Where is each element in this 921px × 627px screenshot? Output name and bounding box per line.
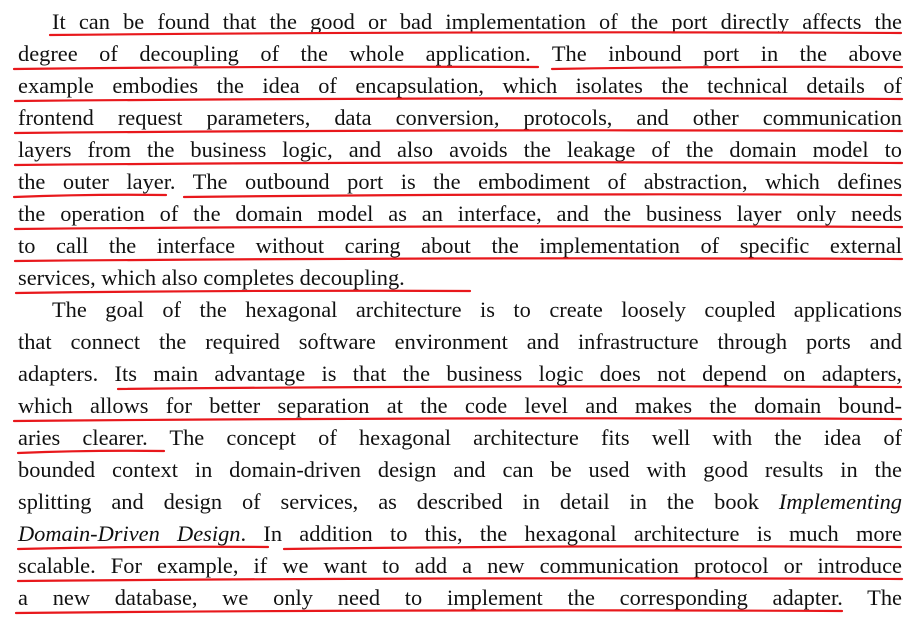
text-line bbox=[18, 518, 902, 550]
text-line: that connect the required software environment and infrastructure through ports and bbox=[18, 329, 902, 354]
text-line: frontend request parameters, data conversion, protocols, and other communication bbox=[18, 105, 902, 130]
text-line: It can be found that the good or bad implementation of the port directly affects the bbox=[52, 9, 902, 34]
text-line: the operation of the domain model as an interface, and the business layer only needs bbox=[18, 201, 902, 226]
text-line: the outer layer. The outbound port is the embodiment of abstraction, which defines bbox=[18, 169, 902, 194]
text-line: layers from the business logic, and also avoids the leakage of the domain model to bbox=[18, 137, 902, 162]
text-line: a new database, we only need to implement the corresponding adapter. The bbox=[18, 585, 902, 610]
text-line bbox=[18, 486, 902, 518]
text-line: scalable. For example, if we want to add a new communication protocol or introduce bbox=[18, 553, 902, 578]
text-line: bounded context in domain-driven design and can be used with good results in the bbox=[18, 457, 902, 482]
text-line: services, which also completes decoupling. bbox=[18, 265, 405, 290]
book-title-italic: Implementing bbox=[778, 489, 902, 514]
text-line: example embodies the idea of encapsulation, which isolates the technical details of bbox=[18, 73, 902, 98]
text-line: The goal of the hexagonal architecture is to create loosely coupled applications bbox=[52, 297, 902, 322]
text-segment: splitting and design of services, as described in detail in the book bbox=[18, 489, 759, 514]
text-line: which allows for better separation at the code level and makes the domain bound- bbox=[18, 393, 902, 418]
text-line: aries clearer. The concept of hexagonal architecture fits well with the idea of bbox=[18, 425, 902, 450]
text-line: to call the interface without caring about the implementation of specific external bbox=[18, 233, 902, 258]
text-line: adapters. Its main advantage is that the business logic does not depend on adapters, bbox=[18, 361, 902, 386]
text-line: degree of decoupling of the whole application. The inbound port in the above bbox=[18, 41, 902, 66]
book-title-italic: Domain-Driven Design bbox=[18, 521, 241, 546]
text-segment: . In addition to this, the hexagonal architecture is much more bbox=[240, 521, 902, 546]
